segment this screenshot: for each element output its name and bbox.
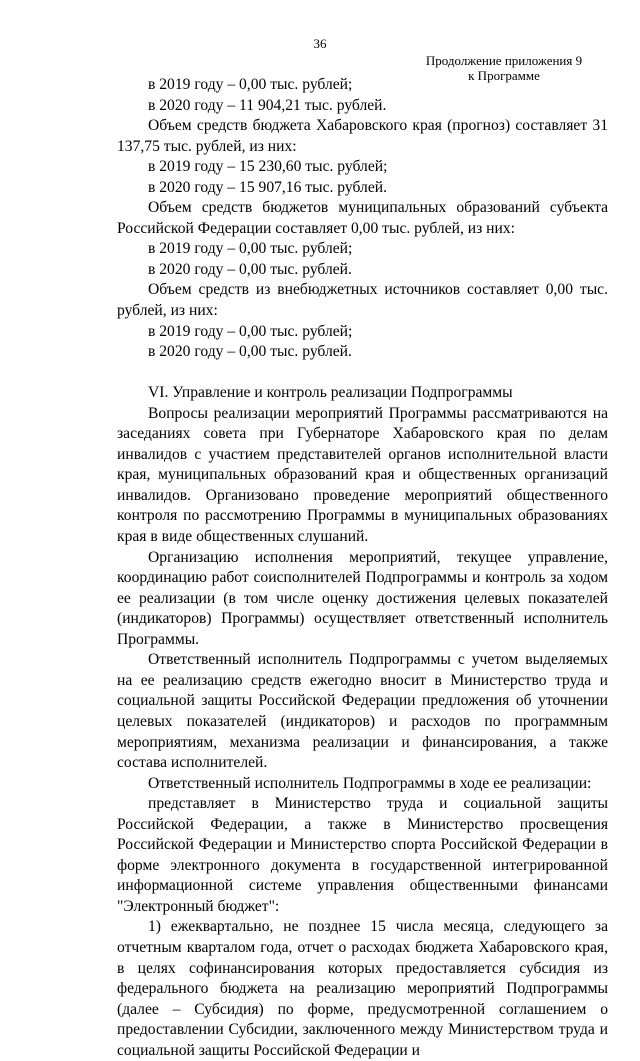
paragraph: 1) ежеквартально, не позднее 15 числа месяца, следующего за отчетным кварталом года, отчет о расходах бюджета Хабаровского края, в целях софинансирования которых предоставляется субсидия из федерального бюджета на реализацию мероприятий Подпрограммы (далее – Субсидия) по форме, предусмотренной соглашением о предоставлении Субсидии, заключенного между Министерством труда и социальной защиты Российской Федерации и: [117, 918, 608, 1059]
blank-line: [117, 363, 608, 384]
paragraph: в 2019 году – 15 230,60 тыс. рублей;: [148, 158, 388, 176]
paragraph: в 2019 году – 0,00 тыс. рублей;: [148, 322, 353, 340]
paragraph: Организацию исполнения мероприятий, текущее управление, координацию работ соисполнителей Подпрограммы и контроль за ходом ее реализации (в том числе оценку достижения целевых показателей (индикаторов) Программы) осуществляет ответственный исполнитель Программы.: [117, 548, 608, 648]
paragraph: в 2019 году – 0,00 тыс. рублей;: [148, 76, 353, 93]
paragraph: Вопросы реализации мероприятий Программы рассматриваются на заседаниях совета при Губернаторе Хабаровского края по делам инвалидов с участием представителей органов исполнительной власти края, муниципальных образований края и общественных организаций инвалидов. Организовано проведение мероприятий общественного контроля по рассмотрению Программы в муниципальных образованиях края в виде общественных слушаний.: [117, 404, 608, 546]
appendix-line-2: к Программе: [468, 68, 540, 83]
paragraph: Ответственный исполнитель Подпрограммы в ходе ее реализации:: [148, 774, 592, 792]
paragraph: Объем средств бюджета Хабаровского края (прогноз) составляет 31 137,75 тыс. рублей, из них:: [117, 117, 608, 155]
paragraph: Объем средств бюджетов муниципальных образований субъекта Российской Федерации составляет 0,00 тыс. рублей, из них:: [117, 199, 608, 237]
paragraph: Объем средств из внебюджетных источников составляет 0,00 тыс. рублей, из них:: [117, 281, 608, 320]
paragraph: представляет в Министерство труда и социальной защиты Российской Федерации, а также в Министерство просвещения Российской Федерации и Министерство спорта Российской Федерации в форме электронного документа в государственной интегрированной информационной системе управления общественными финансами "Электронный бюджет":: [117, 795, 608, 915]
paragraph: в 2020 году – 0,00 тыс. рублей.: [148, 260, 352, 278]
section-heading: VI. Управление и контроль реализации Подпрограммы: [148, 384, 513, 402]
paragraph: в 2020 году – 11 904,21 тыс. рублей.: [148, 96, 387, 114]
paragraph: в 2019 году – 0,00 тыс. рублей;: [148, 240, 353, 258]
paragraph: в 2020 году – 0,00 тыс. рублей.: [148, 343, 352, 361]
body-text: [117, 75, 608, 1061]
appendix-line-1: Продолжение приложения 9: [425, 53, 583, 68]
paragraph: в 2020 году – 15 907,16 тыс. рублей.: [148, 178, 387, 196]
page-number: 36: [313, 36, 327, 51]
paragraph: Ответственный исполнитель Подпрограммы с учетом выделяемых на ее реализацию средств ежегодно вносит в Министерство труда и социальной защиты Российской Федерации предложения об уточнении целевых показателей (индикаторов) и расходов по программным мероприятиям, механизма реализации и финансирования, а также состава исполнителей.: [117, 651, 608, 772]
